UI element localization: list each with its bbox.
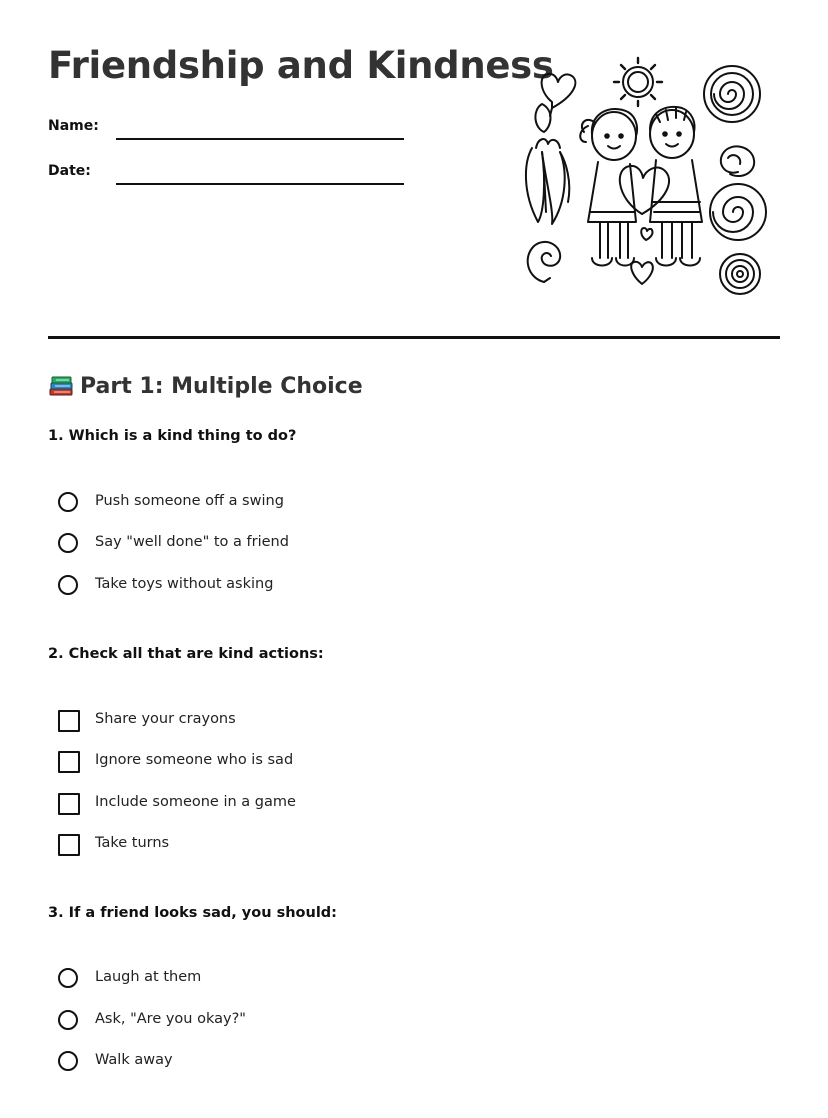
question-1: 1. Which is a kind thing to do? [48,428,297,444]
name-label: Name: [48,118,99,134]
part1-title-text: Part 1: Multiple Choice [80,374,363,399]
books-icon [48,372,74,398]
q2-option-1[interactable] [58,710,558,734]
option-label: Laugh at them [95,969,202,985]
q1-option-3[interactable] [58,575,558,599]
q1-option-2[interactable] [58,533,558,557]
question-2: 2. Check all that are kind actions: [48,646,324,662]
q2-option-2[interactable] [58,751,558,775]
swirl-icon [528,242,561,282]
question-3: 3. If a friend looks sad, you should: [48,905,337,921]
heart-balloon-icon [535,74,575,132]
q3-option-3[interactable] [58,1051,558,1075]
q3-option-1[interactable] [58,968,558,992]
tulip-flower-icon [526,139,569,224]
radio-button[interactable] [58,575,78,595]
checkbox[interactable] [58,751,80,773]
option-label: Include someone in a game [95,794,296,810]
option-label: Take turns [95,835,170,851]
friends-coloring-illustration [516,52,768,302]
name-write-line[interactable] [116,138,404,140]
header-divider [48,336,780,339]
q2-option-4[interactable] [58,834,558,858]
option-label: Push someone off a swing [95,493,284,509]
q3-option-2[interactable] [58,1010,558,1034]
option-label: Ignore someone who is sad [95,752,294,768]
radio-button[interactable] [58,533,78,553]
spiral-decorations-icon [704,66,766,294]
option-label: Say "well done" to a friend [95,534,289,550]
radio-button[interactable] [58,1051,78,1071]
name-field [48,118,408,148]
radio-button[interactable] [58,968,78,988]
checkbox[interactable] [58,834,80,856]
worksheet-title: Friendship and Kindness [48,44,554,87]
girl-figure-icon [580,109,637,266]
checkbox[interactable] [58,793,80,815]
part1-title [48,372,363,399]
boy-figure-icon [650,107,702,266]
date-write-line[interactable] [116,183,404,185]
option-label: Share your crayons [95,711,236,727]
q1-option-1[interactable] [58,492,558,516]
date-label: Date: [48,163,91,179]
radio-button[interactable] [58,1010,78,1030]
option-label: Ask, "Are you okay?" [95,1011,246,1027]
checkbox[interactable] [58,710,80,732]
option-label: Walk away [95,1052,173,1068]
option-label: Take toys without asking [95,576,274,592]
sun-icon [614,58,662,106]
radio-button[interactable] [58,492,78,512]
date-field [48,163,408,193]
q2-option-3[interactable] [58,793,558,817]
